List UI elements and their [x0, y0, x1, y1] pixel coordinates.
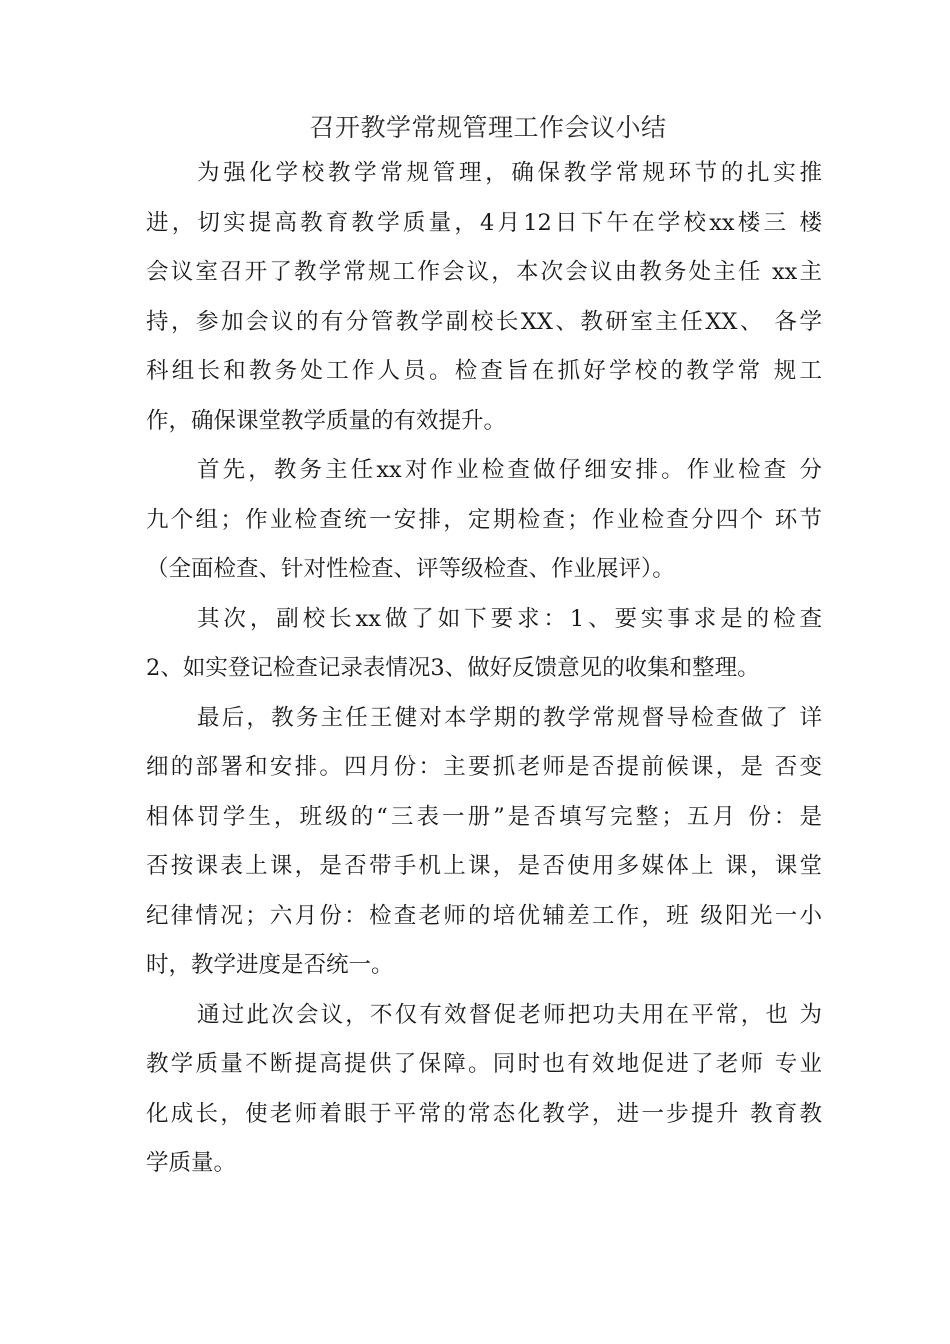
paragraph-line: 否按课表上课，是否带手机上课，是否使用多媒体上 课，课堂 [146, 853, 822, 879]
paragraph-line: （全面检查、针对性检查、评等级检查、作业展评）。 [146, 556, 675, 582]
paragraph-line: 作，确保课堂教学质量的有效提升。 [146, 407, 507, 434]
paragraph-line: 进，切实提高教育教学质量，4月12日下午在学校xx楼三 楼 [146, 209, 822, 236]
paragraph-line: 科组长和教务处工作人员。检查旨在抓好学校的教学常 规工 [146, 358, 822, 384]
paragraph-line: 为强化学校教学常规管理，确保教学常规环节的扎实推 [197, 160, 822, 186]
paragraph-line: 细的部署和安排。四月份：主要抓老师是否提前候课，是 否变 [146, 754, 822, 780]
paragraph-line: 2、如实登记检查记录表情况3、做好反馈意见的收集和整理。 [146, 655, 760, 681]
document-page [146, 108, 822, 1189]
paragraph-conclusion [146, 991, 822, 1189]
paragraph-line: 其次，副校长xx做了如下要求：1、要实事求是的检查 [197, 605, 822, 632]
paragraph-line: 持，参加会议的有分管教学副校长XX、教研室主任XX、 各学 [146, 308, 822, 335]
paragraph-line: 学质量。 [146, 1150, 237, 1176]
paragraph-line: 教学质量不断提高提供了保障。同时也有效地促进了老师 专业 [146, 1051, 822, 1077]
paragraph-line: 通过此次会议，不仅有效督促老师把功夫用在平常，也 为 [197, 1001, 822, 1028]
paragraph-line: 最后，教务主任王健对本学期的教学常规督导检查做了 详 [197, 704, 822, 731]
document-title: 召开教学常规管理工作会议小结 [309, 113, 667, 142]
paragraph-first [146, 446, 822, 595]
paragraph-line: 化成长，使老师着眼于平常的常态化教学，进一步提升 教育教 [146, 1100, 822, 1127]
paragraph-finally [146, 694, 822, 991]
paragraph-line: 九个组；作业检查统一安排，定期检查；作业检查分四个 环节 [146, 506, 822, 533]
paragraph-intro [146, 149, 822, 446]
paragraph-second [146, 595, 822, 694]
paragraph-line: 纪律情况；六月份：检查老师的培优辅差工作，班 级阳光一小 [146, 902, 822, 929]
paragraph-line: 时，教学进度是否统一。 [146, 952, 394, 978]
paragraph-line: 会议室召开了教学常规工作会议，本次会议由教务处主任 xx主 [146, 259, 822, 285]
paragraph-line: 首先，教务主任xx对作业检查做仔细安排。作业检查 分 [197, 457, 822, 483]
paragraph-line: 相体罚学生，班级的“三表一册”是否填写完整；五月 份：是 [146, 803, 822, 830]
